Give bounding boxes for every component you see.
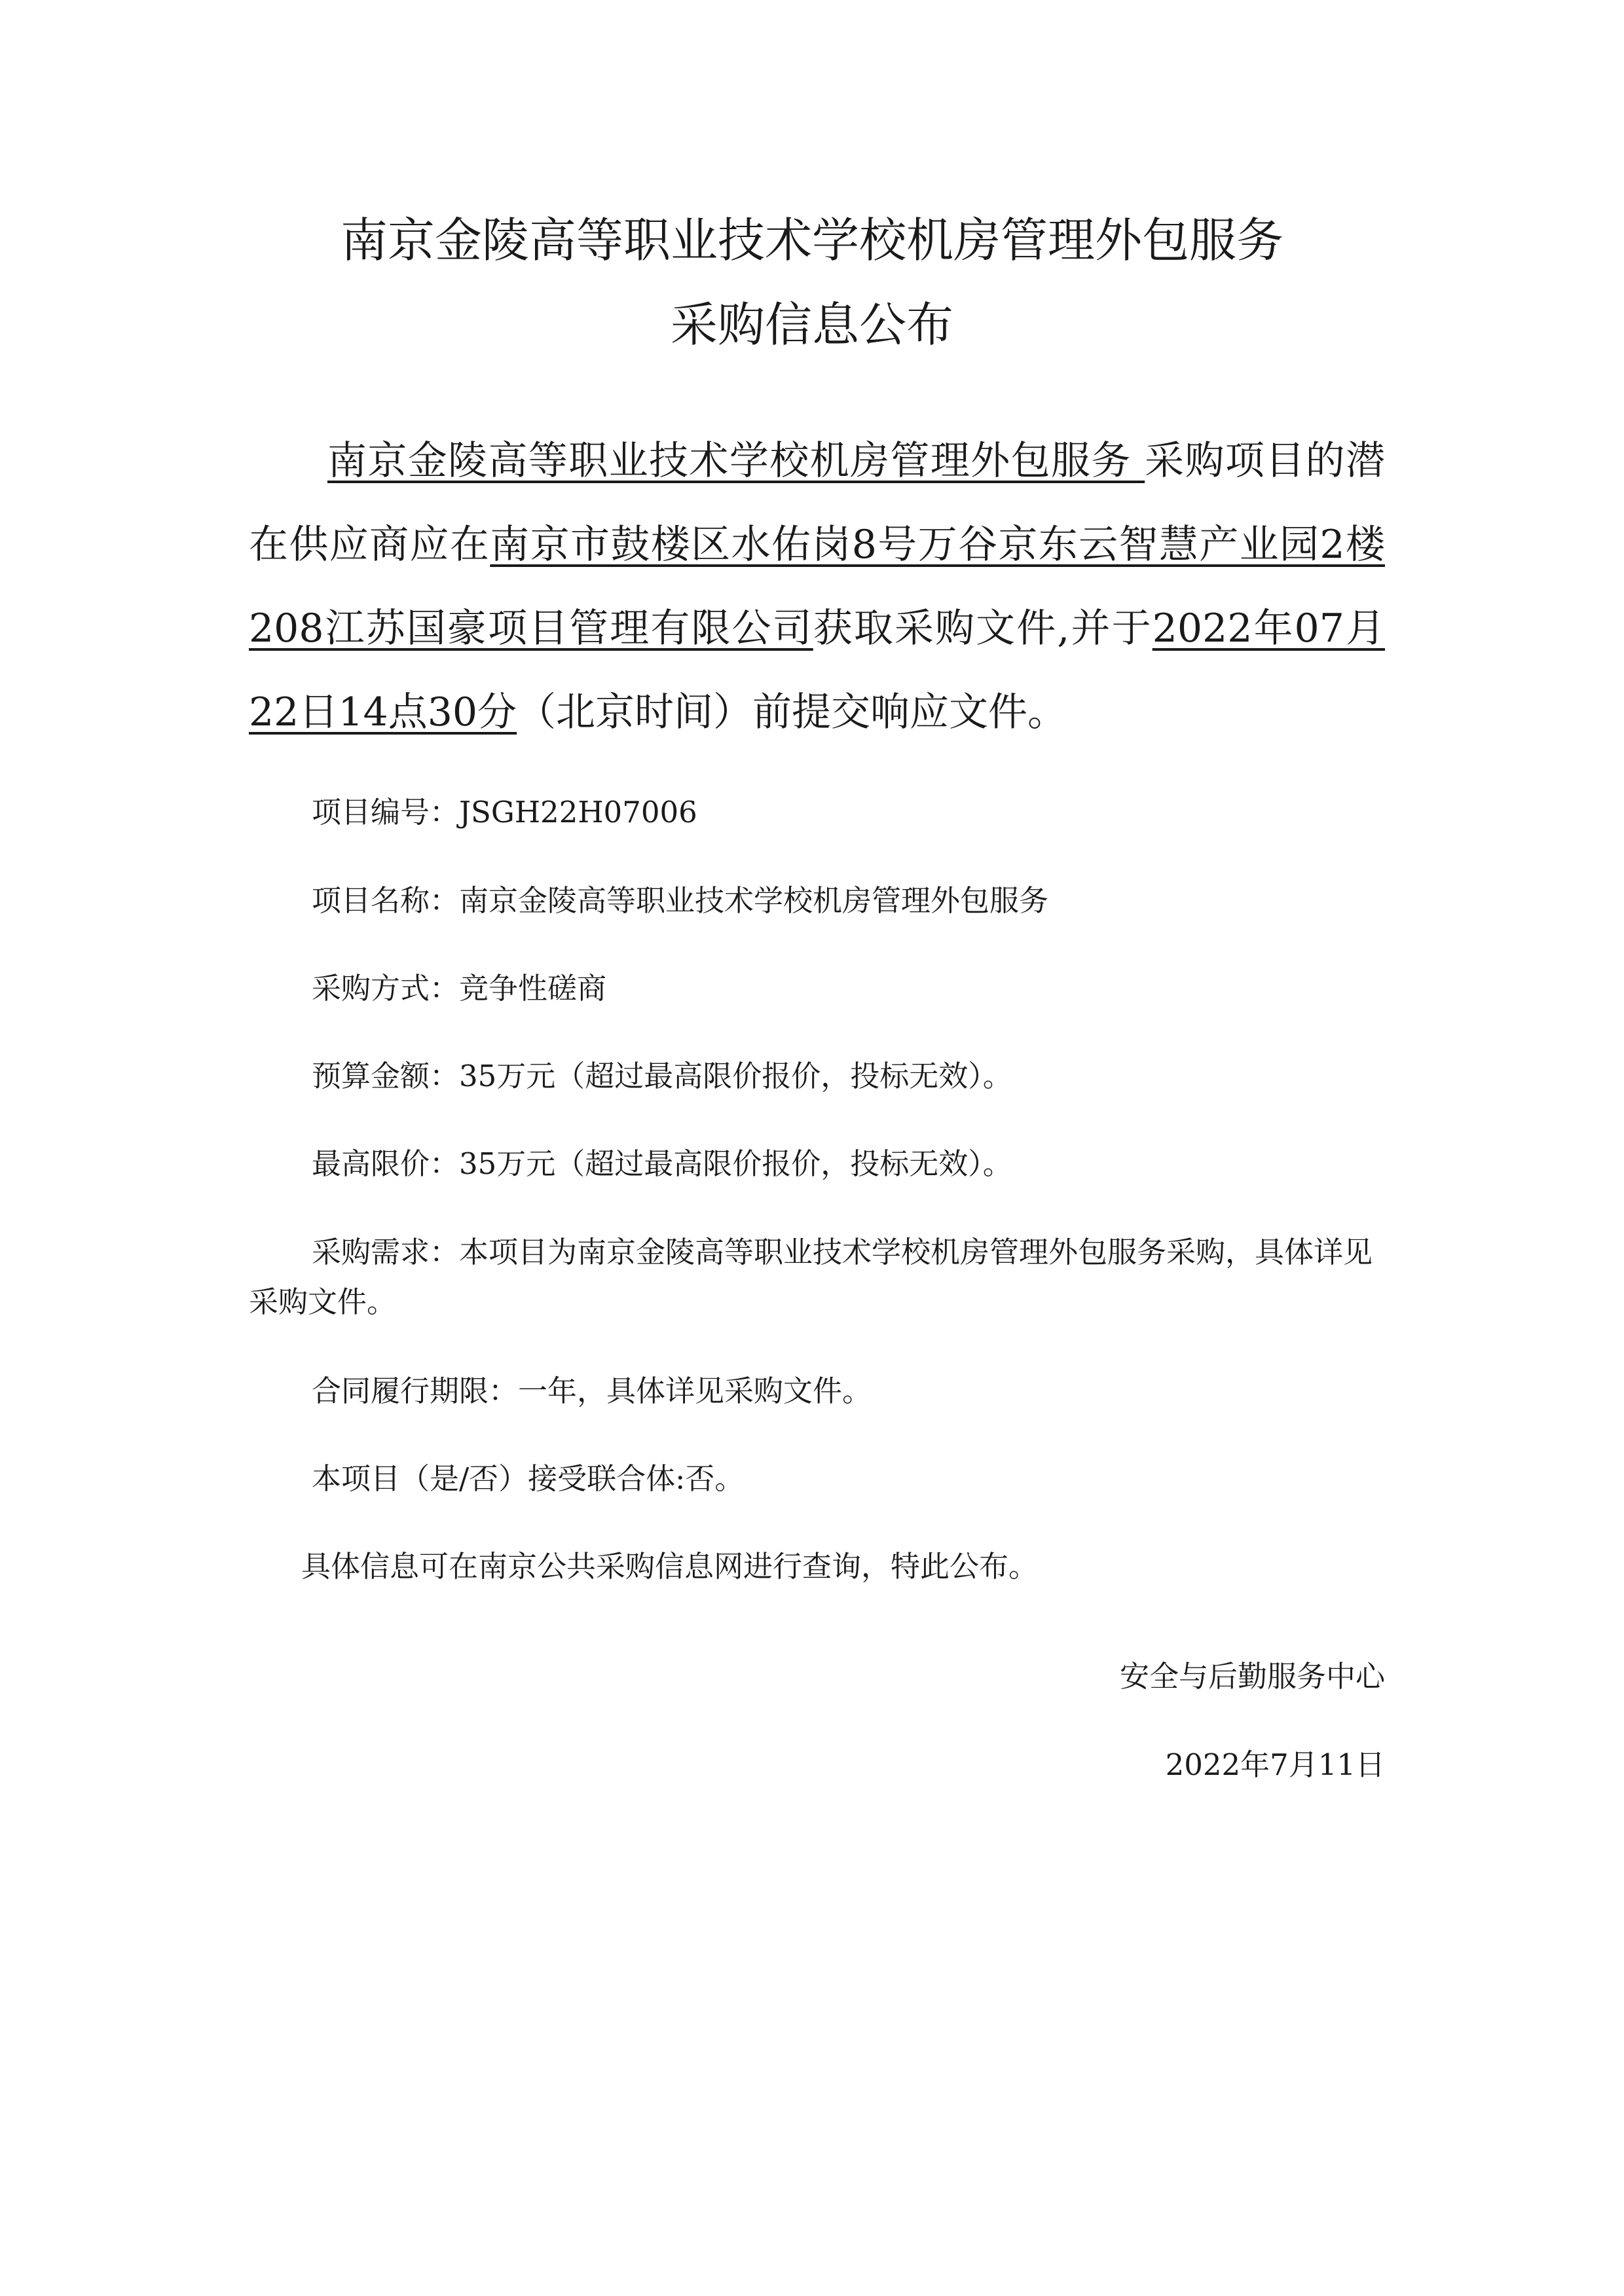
document-subtitle: 采购信息公布 — [670, 297, 953, 352]
document-title: 南京金陵高等职业技术学校机房管理外包服务 — [340, 213, 1283, 268]
intro-text-1: 采购项目的潜在供应商应在 — [249, 438, 1386, 568]
budget-amount: 预算金额：35万元（超过最高限价报价，投标无效）。 — [312, 1059, 1012, 1093]
project-name-underlined: 南京金陵高等职业技术学校机房管理外包服务 — [327, 438, 1145, 484]
contract-term: 合同履行期限：一年，具体详见采购文件。 — [312, 1374, 872, 1408]
procurement-method: 采购方式：竞争性磋商 — [312, 971, 607, 1006]
submission-deadline: 2022年07月22日14点30分 — [249, 606, 1385, 735]
project-name: 项目名称：南京金陵高等职业技术学校机房管理外包服务 — [312, 883, 1049, 918]
intro-text-3: （北京时间）前提交响应文件。 — [517, 689, 1067, 735]
project-number: 项目编号：JSGH22H07006 — [312, 795, 697, 829]
procurement-requirement: 采购需求：本项目为南京金陵高等职业技术学校机房管理外包服务采购，具体详见采购文件。 — [249, 1235, 1373, 1319]
signature-date: 2022年7月11日 — [1165, 1747, 1385, 1782]
signature-organization: 安全与后勤服务中心 — [1119, 1659, 1385, 1694]
consortium-accepted: 本项目（是/否）接受联合体:否。 — [312, 1461, 745, 1496]
more-info: 具体信息可在南京公共采购信息网进行查询，特此公布。 — [301, 1549, 1039, 1584]
max-price: 最高限价：35万元（超过最高限价报价，投标无效）。 — [312, 1146, 1012, 1181]
acquisition-address: 南京市鼓楼区水佑岗8号万谷京东云智慧产业园2楼208江苏国豪项目管理有限公司 — [249, 522, 1385, 651]
intro-text-2: 获取采购文件,并于 — [813, 606, 1153, 651]
intro-paragraph — [249, 419, 1385, 754]
